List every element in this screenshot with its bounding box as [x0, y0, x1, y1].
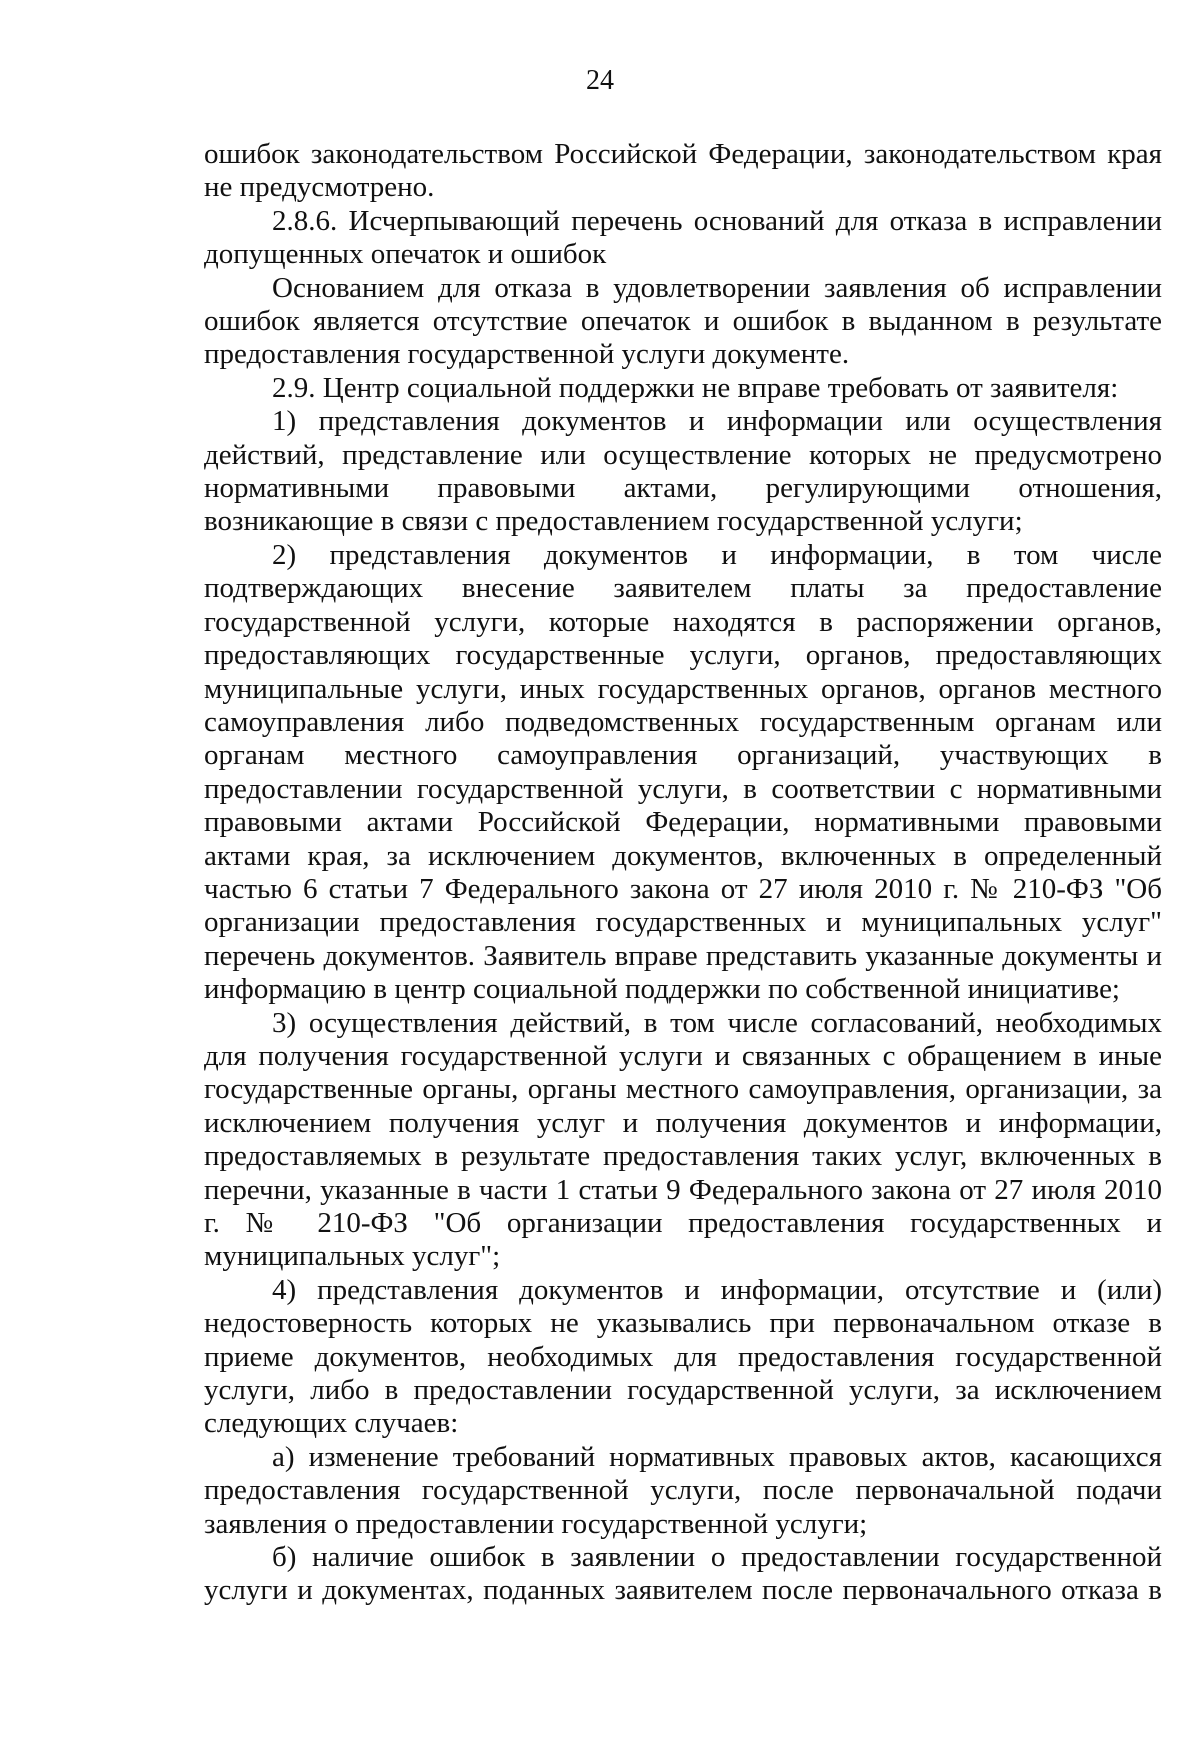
- paragraph-continuation: ошибок законодательством Российской Федерации, законодательством края не предусмотрено.: [204, 138, 1162, 204]
- paragraph-2-8-6-heading: 2.8.6. Исчерпывающий перечень оснований для отказа в исправлении допущенных опечаток и ошибок: [204, 204, 1162, 271]
- document-body: [204, 138, 1162, 1608]
- list-item-4: 4) представления документов и информации, отсутствие и (или) недостоверность которых не указывались при первоначальном отказе в приеме документов, необходимых для предоставления государственной услуги, либо в предоставлении государственной услуги, за исключением следующих случаев:: [204, 1273, 1162, 1440]
- list-item-3: 3) осуществления действий, в том числе согласований, необходимых для получения государственной услуги и связанных с обращением в иные государственные органы, органы местного самоуправления, организации, за исключением получения услуг и получения документов и информации, предоставляемых в результате предоставления таких услуг, включенных в перечни, указанные в части 1 статьи 9 Федерального закона от 27 июля 2010 г. № 210-ФЗ "Об организации предоставления государственных и муниципальных услуг";: [204, 1006, 1162, 1273]
- sub-item-b: б) наличие ошибок в заявлении о предоставлении государственной услуги и документах, поданных заявителем после первоначального отказа в: [204, 1541, 1162, 1607]
- list-item-1: 1) представления документов и информации или осуществления действий, представление или осуществление которых не предусмотрено нормативными правовыми актами, регулирующими отношения, возникающие в связи с предоставлением государственной услуги;: [204, 405, 1162, 538]
- paragraph-2-9: 2.9. Центр социальной поддержки не вправе требовать от заявителя:: [272, 371, 1119, 404]
- list-item-2: 2) представления документов и информации, в том числе подтверждающих внесение заявителем платы за предоставление государственной услуги, которые находятся в распоряжении органов, предоставляющих государственные услуги, органов, предоставляющих муниципальные услуги, иных государственных органов, органов местного самоуправления либо подведомственных государственным органам или органам местного самоуправления организаций, участвующих в предоставлении государственной услуги, в соответствии с нормативными правовыми актами Российской Федерации, нормативными правовыми актами края, за исключением документов, включенных в определенный частью 6 статьи 7 Федерального закона от 27 июля 2010 г. № 210-ФЗ "Об организации предоставления государственных и муниципальных услуг" перечень документов. Заявитель вправе представить указанные документы и информацию в центр социальной поддержки по собственной инициативе;: [204, 538, 1162, 1006]
- sub-item-a: а) изменение требований нормативных правовых актов, касающихся предоставления государственной услуги, после первоначальной подачи заявления о предоставлении государственной услуги;: [204, 1440, 1162, 1540]
- paragraph-refusal-basis: Основанием для отказа в удовлетворении заявления об исправлении ошибок является отсутствие опечаток и ошибок в выданном в результате предоставления государственной услуги документе.: [204, 271, 1162, 371]
- page-number: 24: [586, 65, 614, 96]
